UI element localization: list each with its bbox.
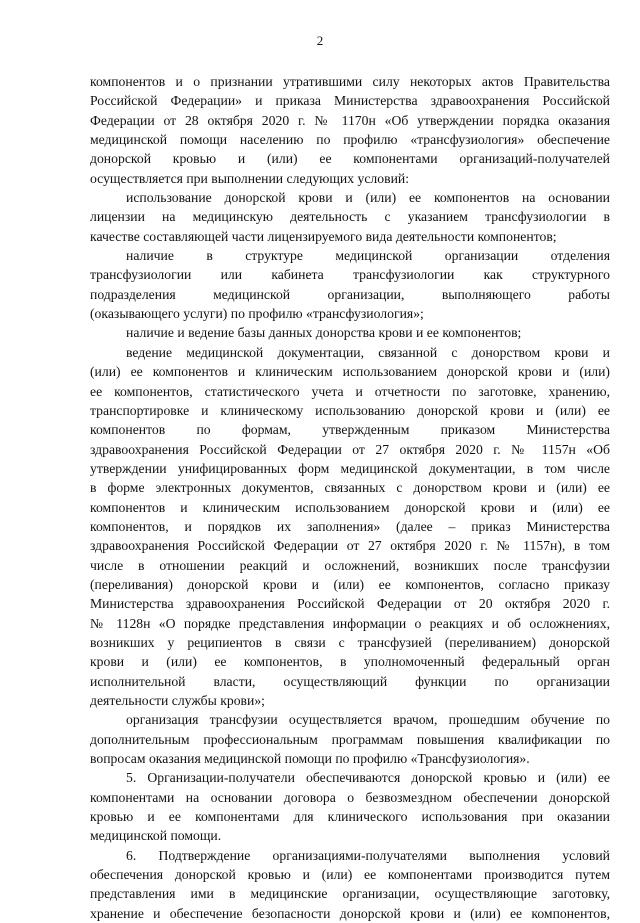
text-line: здравоохранения Российской Федерации от 27 октября 2020 г. № 1157н), в том: [90, 538, 610, 554]
text-line: осуществляется при выполнении следующих условий:: [90, 170, 410, 186]
text-line: Федерации от 28 октября 2020 г. № 1170н «Об утверждении порядка оказания: [90, 112, 610, 128]
text-line: кровью и ее компонентами для клинического использования при оказании: [90, 809, 610, 825]
text-line: Российской Федерации» и приказа Министерства здравоохранения Российской: [90, 93, 610, 109]
text-line: 5. Организации-получатели обеспечиваются донорской кровью и (или) ее: [126, 770, 610, 786]
text-line: (оказывающего услуги) по профилю «трансфузиология»;: [90, 306, 424, 322]
text-line: исполнительной власти, осуществляющий функции по организации: [90, 673, 610, 689]
text-line: в форме электронных документов, связанных с донорством крови и (или) ее: [90, 480, 610, 496]
text-line: (или) ее компонентов и клиническим использованием донорской крови и (или): [90, 364, 610, 380]
text-line: ее компонентов, статистического учета и отчетности по заготовке, хранению,: [90, 383, 610, 399]
text-line: подразделения медицинской организации, выполняющего работы: [90, 286, 610, 302]
text-line: обеспечения донорской кровью и (или) ее компонентами производится путем: [90, 867, 610, 883]
text-line: хранение и обеспечение безопасности донорской крови и (или) ее компонентов,: [90, 905, 610, 921]
text-line: использование донорской крови и (или) ее компонентов на основании: [126, 190, 610, 206]
text-line: числе в отношении реакций и осложнений, возникших после трансфузии: [90, 557, 610, 573]
text-line: дополнительным профессиональным программам повышения квалификации по: [90, 731, 610, 747]
text-line: компонентов, и порядков их заполнения» (далее – приказ Министерства: [90, 518, 610, 534]
text-line: № 1128н «О порядке представления информации о реакциях и об осложнениях,: [90, 615, 610, 631]
text-line: представления ими в медицинские организации, осуществляющие заготовку,: [90, 886, 610, 902]
text-line: утверждении унифицированных форм медицинской документации, в том числе: [90, 460, 610, 476]
text-line: возникших у реципиентов в связи с трансфузией (переливанием) донорской: [90, 634, 610, 650]
text-line: лицензии на медицинскую деятельность с указанием трансфузиологии в: [90, 209, 610, 225]
text-line: донорской кровью и (или) ее компонентами организаций-получателей: [90, 151, 610, 167]
text-line: компонентами на основании договора о безвозмездном обеспечении донорской: [90, 789, 610, 805]
text-line: здравоохранения Российской Федерации от 27 октября 2020 г. № 1157н «Об: [90, 441, 610, 457]
page-number: 2: [316, 33, 324, 48]
text-line: (переливания) донорской крови и (или) ее компонентов, согласно приказу: [90, 576, 610, 592]
text-line: компонентов и о признании утратившими силу некоторых актов Правительства: [90, 74, 610, 89]
text-line: Министерства здравоохранения Российской Федерации от 20 октября 2020 г.: [90, 596, 610, 612]
text-line: 6. Подтверждение организациями-получателями выполнения условий: [126, 847, 610, 863]
text-line: деятельности службы крови»;: [90, 693, 265, 708]
text-line: вопросам оказания медицинской помощи по профилю «Трансфузиология».: [90, 751, 530, 767]
text-line: транспортировке и клиническому использованию донорской крови и (или) ее: [90, 402, 610, 418]
text-line: крови и (или) ее компонентов, в уполномоченный федеральный орган: [90, 654, 610, 670]
text-line: качестве составляющей части лицензируемого вида деятельности компонентов;: [90, 228, 557, 244]
text-line: организация трансфузии осуществляется врачом, прошедшим обучение по: [126, 712, 610, 728]
text-line: медицинской помощи населению по профилю «трансфузиология» обеспечение: [90, 132, 610, 148]
text-line: трансфузиологии или кабинета трансфузиологии как структурного: [90, 267, 610, 283]
document-body: [90, 72, 610, 923]
text-line: компонентов и клиническим использованием донорской крови и (или) ее: [90, 499, 610, 515]
text-line: наличие в структуре медицинской организации отделения: [126, 248, 610, 264]
text-line: ведение медицинской документации, связанной с донорством крови и: [126, 344, 610, 360]
text-line: медицинской помощи.: [90, 828, 222, 844]
text-line: компонентов по формам, утвержденным приказом Министерства: [90, 422, 610, 438]
text-line: наличие и ведение базы данных донорства крови и ее компонентов;: [126, 325, 522, 341]
